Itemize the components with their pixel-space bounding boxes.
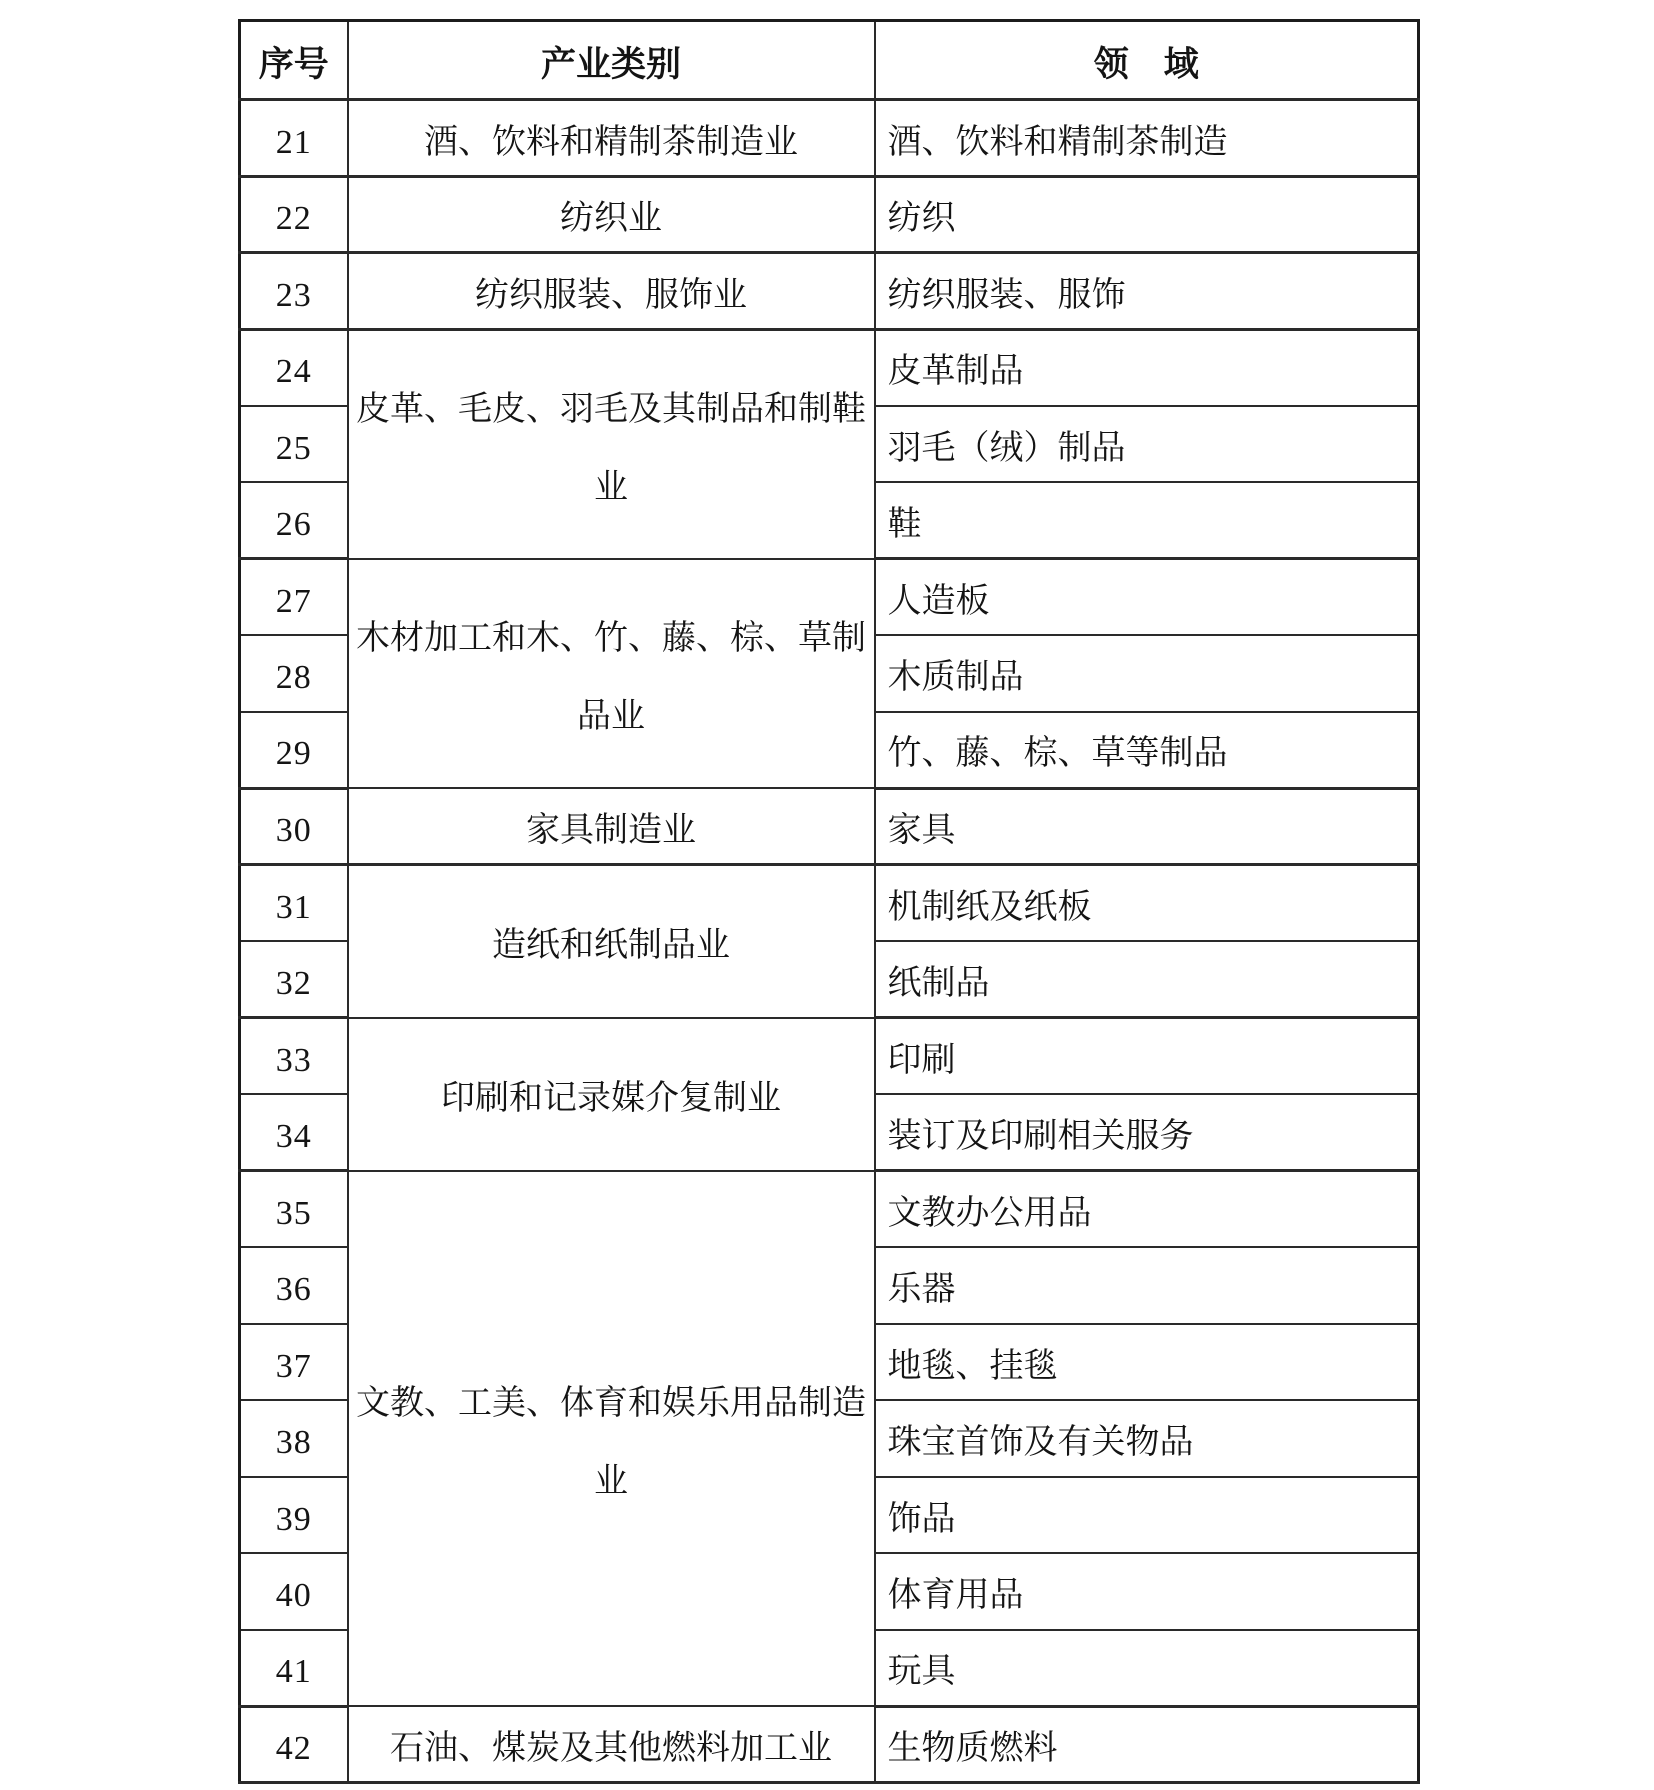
row-number-cell: 32 [240, 941, 348, 1018]
header-row [240, 21, 1419, 100]
field-cell: 体育用品 [875, 1553, 1419, 1630]
table-row [240, 100, 1419, 177]
row-number-cell: 40 [240, 1553, 348, 1630]
row-number-cell: 39 [240, 1477, 348, 1554]
table-row [240, 559, 1419, 636]
field-cell: 家具 [875, 788, 1419, 865]
row-number-cell: 28 [240, 635, 348, 712]
table-row [240, 176, 1419, 253]
field-cell: 羽毛（绒）制品 [875, 406, 1419, 483]
field-cell: 鞋 [875, 482, 1419, 559]
table-row [240, 865, 1419, 942]
row-number-cell: 25 [240, 406, 348, 483]
field-cell: 装订及印刷相关服务 [875, 1094, 1419, 1171]
field-cell: 饰品 [875, 1477, 1419, 1554]
row-number-cell: 34 [240, 1094, 348, 1171]
field-cell: 乐器 [875, 1247, 1419, 1324]
row-number-cell: 30 [240, 788, 348, 865]
row-number-cell: 31 [240, 865, 348, 942]
field-cell: 地毯、挂毯 [875, 1324, 1419, 1401]
field-cell: 印刷 [875, 1018, 1419, 1095]
field-cell: 珠宝首饰及有关物品 [875, 1400, 1419, 1477]
row-number-cell: 35 [240, 1171, 348, 1248]
category-cell: 文教、工美、体育和娱乐用品制造业 [348, 1171, 875, 1707]
row-number-cell: 23 [240, 253, 348, 330]
field-cell: 木质制品 [875, 635, 1419, 712]
field-cell: 皮革制品 [875, 329, 1419, 406]
field-cell: 人造板 [875, 559, 1419, 636]
row-number-cell: 37 [240, 1324, 348, 1401]
category-cell: 纺织服装、服饰业 [348, 253, 875, 330]
row-number-cell: 26 [240, 482, 348, 559]
row-number-cell: 21 [240, 100, 348, 177]
field-cell: 玩具 [875, 1630, 1419, 1707]
row-number-cell: 41 [240, 1630, 348, 1707]
category-cell: 石油、煤炭及其他燃料加工业 [348, 1706, 875, 1783]
table-row [240, 329, 1419, 406]
row-number-cell: 24 [240, 329, 348, 406]
row-number-cell: 29 [240, 712, 348, 789]
row-number-cell: 22 [240, 176, 348, 253]
field-cell: 纸制品 [875, 941, 1419, 1018]
table-row [240, 1706, 1419, 1783]
industry-table-body [240, 100, 1419, 1783]
category-cell: 酒、饮料和精制茶制造业 [348, 100, 875, 177]
field-cell: 纺织 [875, 176, 1419, 253]
table-row [240, 1018, 1419, 1095]
row-number-cell: 36 [240, 1247, 348, 1324]
field-cell: 纺织服装、服饰 [875, 253, 1419, 330]
row-number-cell: 27 [240, 559, 348, 636]
field-cell: 酒、饮料和精制茶制造 [875, 100, 1419, 177]
field-cell: 竹、藤、棕、草等制品 [875, 712, 1419, 789]
header-no: 序号 [240, 21, 348, 100]
field-cell: 生物质燃料 [875, 1706, 1419, 1783]
category-cell: 家具制造业 [348, 788, 875, 865]
category-cell: 皮革、毛皮、羽毛及其制品和制鞋业 [348, 329, 875, 559]
category-cell: 印刷和记录媒介复制业 [348, 1018, 875, 1171]
table-row [240, 1171, 1419, 1248]
field-cell: 机制纸及纸板 [875, 865, 1419, 942]
row-number-cell: 42 [240, 1706, 348, 1783]
table-header [240, 21, 1419, 100]
table-row [240, 253, 1419, 330]
header-category: 产业类别 [348, 21, 875, 100]
category-cell: 木材加工和木、竹、藤、棕、草制品业 [348, 559, 875, 789]
category-cell: 造纸和纸制品业 [348, 865, 875, 1018]
header-field: 领 域 [875, 21, 1419, 100]
field-cell: 文教办公用品 [875, 1171, 1419, 1248]
industry-table [238, 19, 1420, 1784]
category-cell: 纺织业 [348, 176, 875, 253]
row-number-cell: 33 [240, 1018, 348, 1095]
table-row [240, 788, 1419, 865]
row-number-cell: 38 [240, 1400, 348, 1477]
